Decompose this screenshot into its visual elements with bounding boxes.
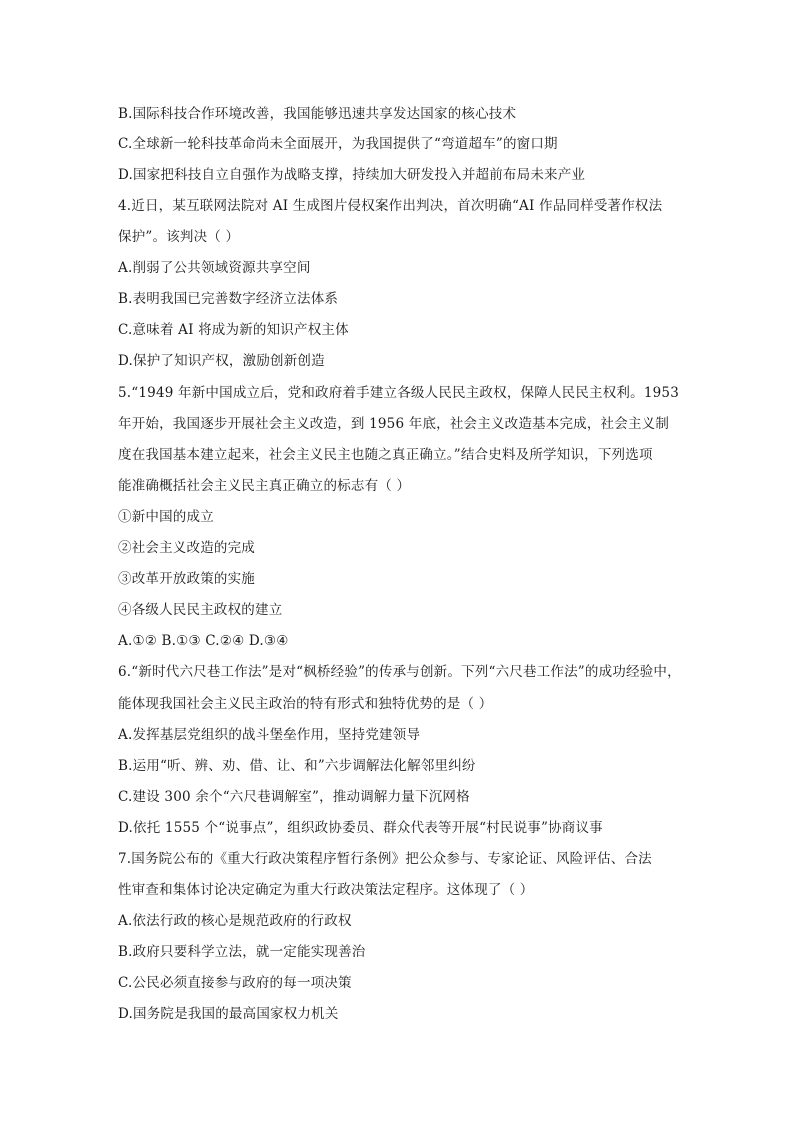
q6-option-b: B.运用“听、辨、劝、借、让、和”六步调解法化解邻里纠纷 (118, 758, 476, 774)
q6-stem-line-2: 能体现我国社会主义民主政治的特有形式和独特优势的是（ ） (118, 696, 493, 712)
q6-option-c: C.建设 300 余个“六尺巷调解室”，推动调解力量下沉网格 (118, 789, 470, 805)
q4-option-a: A.削弱了公共领域资源共享空间 (118, 260, 311, 276)
q5-options: A.①② B.①③ C.②④ D.③④ (118, 633, 289, 649)
q5-stem-line-3: 度在我国基本建立起来，社会主义民主也随之真正确立。”结合史料及所学知识，下列选项 (118, 447, 653, 463)
q5-item-3: ③改革开放政策的实施 (118, 571, 255, 587)
q5-item-4: ④各级人民民主政权的建立 (118, 602, 283, 618)
q5-item-2: ②社会主义改造的完成 (118, 540, 255, 556)
q6-option-a: A.发挥基层党组织的战斗堡垒作用，坚持党建领导 (118, 727, 421, 743)
q3-option-b: B.国际科技合作环境改善，我国能够迅速共享发达国家的核心技术 (118, 106, 517, 122)
q5-stem-line-2: 年开始，我国逐步开展社会主义改造，到 1956 年底，社会主义改造基本完成，社会主义制 (118, 416, 670, 432)
q7-option-d: D.国务院是我国的最高国家权力机关 (118, 1006, 339, 1022)
q4-stem-line-2: 保护”。该判决（ ） (118, 229, 240, 245)
q5-item-1: ①新中国的成立 (118, 509, 214, 525)
q7-option-b: B.政府只要科学立法，就一定能实现善治 (118, 944, 366, 960)
q7-option-c: C.公民必须直接参与政府的每一项决策 (118, 975, 352, 991)
q3-option-d: D.国家把科技自立自强作为战略支撑，持续加大研发投入并超前布局未来产业 (118, 167, 586, 183)
q4-option-d: D.保护了知识产权，激励创新创造 (118, 353, 325, 369)
q4-option-c: C.意味着 AI 将成为新的知识产权主体 (118, 322, 349, 338)
q6-option-d: D.依托 1555 个“说事点”，组织政协委员、群众代表等开展“村民说事”协商议事 (118, 820, 603, 836)
q4-stem-line-1: 4.近日，某互联网法院对 AI 生成图片侵权案作出判决，首次明确“AI 作品同样受著作权法 (118, 198, 663, 214)
q5-stem-line-4: 能准确概括社会主义民主真正确立的标志有（ ） (118, 478, 411, 494)
q7-stem-line-2: 性审查和集体讨论决定确定为重大行政决策法定程序。这体现了（ ） (118, 882, 534, 898)
q7-stem-line-1: 7.国务院公布的《重大行政决策程序暂行条例》把公众参与、专家论证、风险评估、合法 (118, 851, 652, 867)
q3-option-c: C.全球新一轮科技革命尚未全面展开，为我国提供了“弯道超车”的窗口期 (118, 136, 558, 152)
q5-stem-line-1: 5.“1949 年新中国成立后，党和政府着手建立各级人民民主政权，保障人民民主权利。1953 (118, 385, 679, 401)
q7-option-a: A.依法行政的核心是规范政府的行政权 (118, 913, 352, 929)
q6-stem-line-1: 6.“新时代六尺巷工作法”是对“枫桥经验”的传承与创新。下列“六尺巷工作法”的成功经验中， (118, 664, 681, 680)
q4-option-b: B.表明我国已完善数字经济立法体系 (118, 291, 339, 307)
